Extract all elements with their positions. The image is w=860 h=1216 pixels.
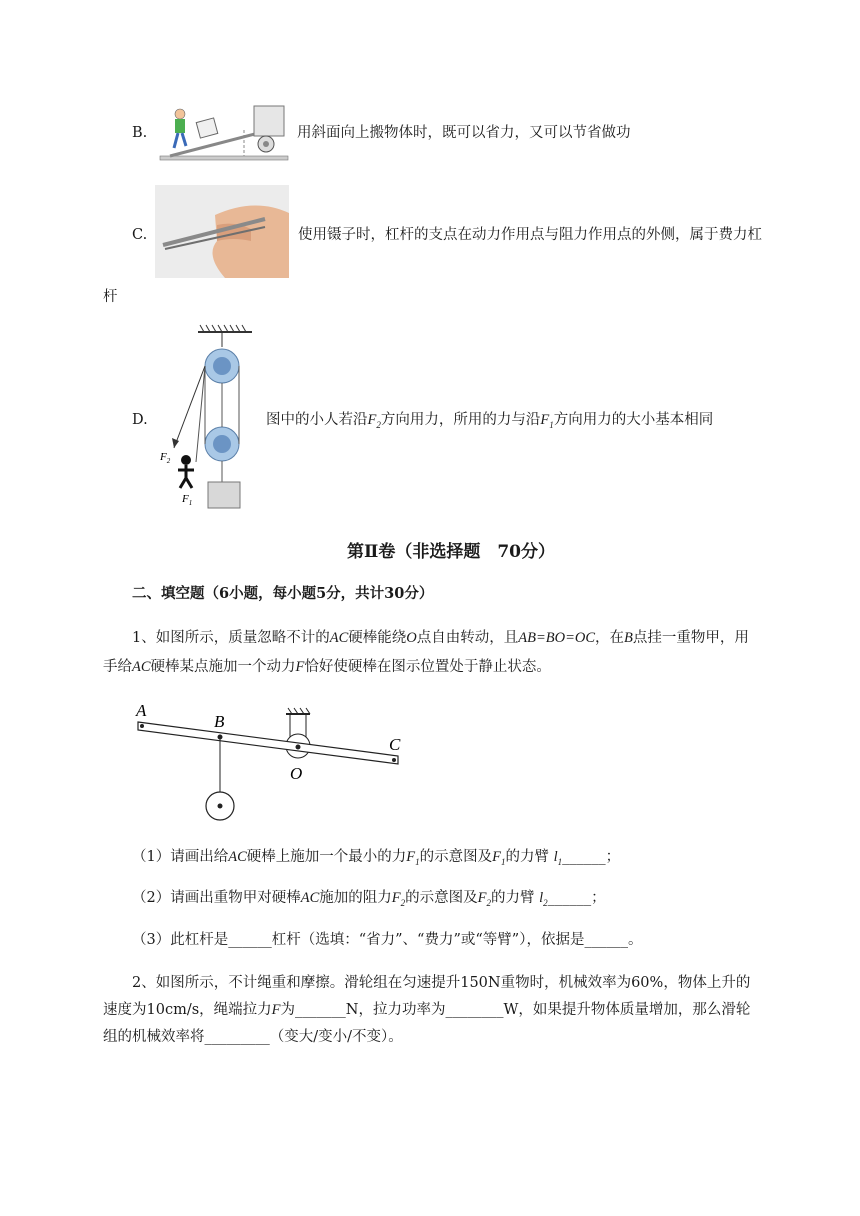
option-d-text: 图中的小人若沿$F_2$方向用力，所用的力与沿$F_1$方向用力的大小基本相同 [266, 412, 714, 430]
q1-line2: 手给AC硬棒某点施加一个动力F恰好使硬棒在图示位置处于静止状态。 [103, 659, 551, 675]
point-o-label: O [290, 764, 303, 783]
q2-line3: 组的机械效率将_________（变大/变小/不变）。 [103, 1029, 403, 1045]
q2-line2: 速度为10cm/s，绳端拉力F为_______N，拉力功率为________W，如果提升物体质量增加，那么滑轮 [103, 1002, 751, 1018]
option-c-wrap: 杆 [103, 289, 118, 305]
option-d-letter: D. [132, 412, 148, 428]
tweezers-figure [155, 185, 289, 278]
point-a-label: A [136, 701, 147, 720]
point-b-label: B [214, 712, 225, 731]
option-b-text: 用斜面向上搬物体时，既可以省力，又可以节省做功 [297, 125, 631, 141]
incline-figure [158, 100, 290, 162]
point-c-label: C [389, 735, 401, 754]
f2-label: $F_2$ [160, 451, 171, 465]
q1-sub2: （2）请画出重物甲对硬棒AC施加的阻力$F_2$的示意图及$F_2$的力臂 $l_2\_\_\_\_\_\_$； [132, 890, 606, 908]
section-title: 第Ⅱ卷（非选择题 70分） [347, 542, 555, 562]
part-two-heading: 二、填空题（6小题，每小题5分，共计30分） [132, 585, 434, 602]
f1-label: $F_1$ [182, 493, 193, 507]
q1-line1: 1、如图所示，质量忽略不计的AC硬棒能绕O点自由转动，且AB=BO=OC，在B点挂一重物甲，用 [132, 630, 749, 646]
q2-line1: 2、如图所示，不计绳重和摩擦。滑轮组在匀速提升150N重物时，机械效率为60%，物体上升的 [132, 975, 751, 991]
option-c-text: 使用镊子时，杠杆的支点在动力作用点与阻力作用点的外侧，属于费力杠 [298, 227, 762, 243]
q1-sub1: （1）请画出给AC硬棒上施加一个最小的力$F_1$的示意图及$F_1$的力臂 $l_1\_\_\_\_\_\_$； [132, 849, 621, 867]
pulley-figure [150, 322, 260, 512]
lever-figure [132, 696, 412, 826]
option-c-letter: C. [132, 227, 148, 243]
q1-sub3: （3）此杠杆是______杠杆（选填：“省力”、“费力”或“等臂”），依据是______。 [132, 932, 643, 948]
option-b-letter: B. [132, 125, 148, 141]
